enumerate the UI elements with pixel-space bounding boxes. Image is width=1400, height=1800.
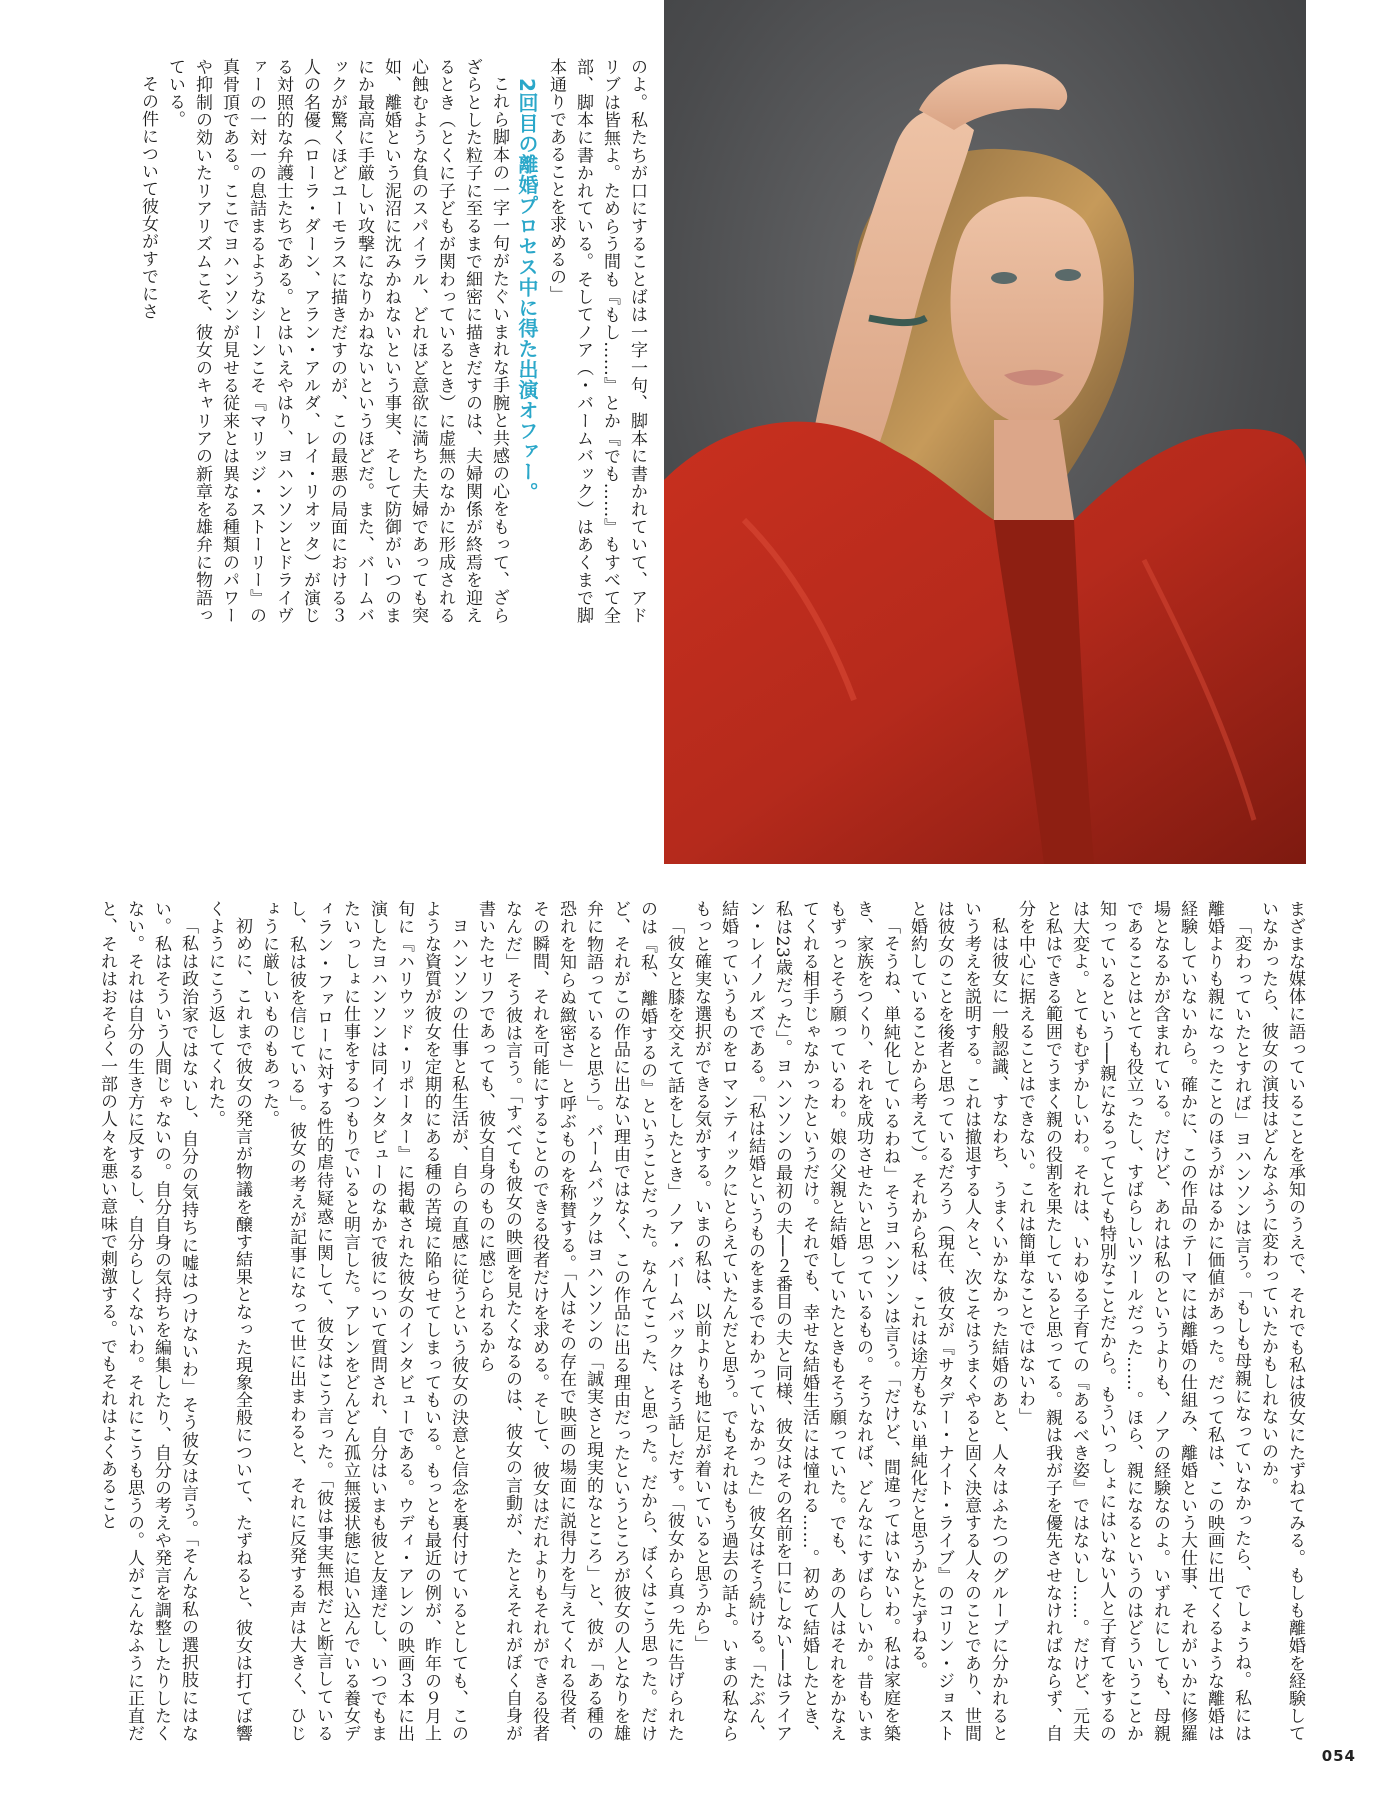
body-paragraph: その件について彼女がすでにさ [138, 75, 158, 320]
section-heading: 2回目の離婚プロセス中に得た出演オファー。 [515, 78, 539, 503]
body-paragraph: 「そうね、単純化しているわね」そうヨハンソンは言う。「だけど、間違ってはいないわ。私は家庭を築き、家族をつくり、それを成功させたいと思っているもの。そうなれば、どんなにすばらしいか。昔もいまもずっとそう願っているわ。娘の父親と結婚していたときもそう願っていた。でも、あの人はそれをかなえてくれる相手じゃなかったというだけ。それでも、幸せな結婚生活には憧れる……。初めて結婚したとき、私は23歳だった」。ヨハンソンの最初の夫──２番目の夫と同様、彼女はその名前を口にしない──はライアン・レイノルズである。「私は結婚というものをまるでわかっていなかった」彼女はそう続ける。「たぶん、結婚っていうものをロマンティックにとらえていたんだと思う。でもそれはもう過去の話よ。いまの私ならもっと確実な選択ができる気がする。いまの私は、以前よりも地に足が着いていると思うから」 [691, 900, 900, 1743]
body-paragraph: のよ。私たちが口にすることばは一字一句、脚本に書かれていて、アドリブは皆無よ。ためらう間も『もし……』とか『でも……』もすべて全部、脚本に書かれている。そしてノア（・バームバック）はあくまで脚本通りであることを求めるの」 [546, 58, 647, 624]
body-paragraph: 私は彼女に一般認識、すなわち、うまくいかなかった結婚のあと、人々はふたつのグループに分かれるという考えを説明する。これは撤退する人々と、次こそはうまくやると固く決意する人々のことであり、世間は彼女のことを後者と思っているだろう（現在、彼女が『サタデー・ナイト・ライブ』のコリン・ジョストと婚約していることから考えて）。それから私は、これは途方もない単純化だと思うかとたずねる。 [907, 900, 1008, 1742]
body-paragraph: 初めに、これまで彼女の発言が物議を醸す結果となった現象全般について、たずねると、彼女は打てば響くようにこう返してくれた。 [205, 900, 252, 1742]
body-paragraph: これら脚本の一字一句がたぐいまれな手腕と共感の心をもって、ざらざらとした粒子に至るまで細密に描きだすのは、夫婦関係が終焉を迎えるとき（とくに子どもが関わっているとき）に虚無のなかに形成される心蝕むような負のスパイラル、どれほど意欲に満ちた夫婦であっても突如、離婚という泥沼に沈みかねないという事実、そして防御がいつのまにか最高に手厳しい攻撃になりかねないというほどだ。また、バームバックが驚くほどユーモラスに描きだすのが、この最悪の局面における３人の名優（ローラ・ダーン、アラン・アルダ、レイ・リオッタ）が演じる対照的な弁護士たちである。とはいえやはり、ヨハンソンとドライヴァーの一対一の息詰まるようなシーンこそ『マリッジ・ストーリー』の真骨頂である。ここでヨハンソンが見せる従来とは異なる種類のパワーや抑制の効いたリアリズムこそ、彼女のキャリアの新章を雄弁に物語っている。 [165, 58, 509, 624]
body-paragraph: ヨハンソンの仕事と私生活が、自らの直感に従うという彼女の決意と信念を裏付けているとしても、このような資質が彼女を定期的にある種の苦境に陥らせてしまってもいる。もっとも最近の例が、昨年の９月上旬に『ハリウッド・リポーター』に掲載された彼女のインタビューである。ウディ・アレンの映画３本に出演したヨハンソンは同インタビューのなかで彼について質問され、自分はいまも彼と友達だし、いつでもまたいっしょに仕事をするつもりでいると明言した。アレンをどんどん孤立無援状態に追い込んでいる養女ディラン・ファローに対する性的虐待疑惑に関して、彼女はこう言った。「彼は事実無根だと断言しているし、私は彼を信じている」。彼女の考えが記事になって世に出まわると、それに反発する声は大きく、ひじょうに厳しいものもあった。 [259, 900, 468, 1743]
page-number: 054 [1321, 1747, 1356, 1765]
article-column-bottom [97, 900, 1308, 1743]
body-paragraph: 「変わっていたとすれば」ヨハンソンは言う。「もしも母親になっていなかったら、でしょうね。私には離婚よりも親になったことのほうがはるかに価値があった。だって私は、この映画に出てくるような離婚は経験していないから。確かに、この作品のテーマには離婚の仕組み、離婚という大仕事、それがいかに修羅場となるかが含まれている。だけど、あれは私のというよりも、ノアの経験なのよ。いずれにしても、母親であることはとても役立ったし、すばらしいツールだった……。ほら、親になるというのはどういうことか知っているという──親になるってとても特別なことだから。もういっしょにはいない人と子育てをするのは大変よ。とてもむずかしいわ。それは、いわゆる子育ての『あるべき姿』ではないし……。だけど、元夫と私はできる範囲でうまく親の役割を果たしていると思ってる。親は我が子を優先させなければならず、自分を中心に据えることはできない。これは簡単なことではないわ」 [1015, 900, 1251, 1742]
body-paragraph: 「私は政治家ではないし、自分の気持ちに嘘はつけないわ」そう彼女は言う。「そんな私の選択肢にはない。私はそういう人間じゃないの。自分自身の気持ちを編集したり、自分の考えや発言を調整したりしたくない。それは自分の生き方に反するし、自分らしくないわ。それにこうも思うの。人がこんなふうに正直だと、それはおそらく一部の人々を悪い意味で刺激する。でもそれはよくあること [97, 900, 198, 1742]
portrait-photo [664, 0, 1306, 864]
body-paragraph: 「彼女と膝を交えて話をしたとき」ノア・バームバックはそう話しだす。「彼女から真っ先に告げられたのは『私、離婚するの』ということだった。なんてこった、と思った。だから、ぼくはこう思った。だけど、それがこの作品に出ない理由ではなく、この作品に出る理由だったというところが彼女の人となりを雄弁に物語っていると思う」。バームバックはヨハンソンの「誠実さと現実的なところ」と、彼が「ある種の恐れを知らぬ緻密さ」と呼ぶものを称賛する。「人はその存在で映画の場面に説得力を与えてくれる役者、その瞬間、それを可能にすることのできる役者だけを求める。そして、彼女はだれよりもそれができる役者なんだ」そう彼は言う。「すべても彼女の映画を見たくなるのは、彼女の言動が、たとえそれがぼく自身が書いたセリフであっても、彼女自身のものに感じられるから [475, 900, 684, 1743]
body-paragraph: まざまな媒体に語っていることを承知のうえで、それでも私は彼女にたずねてみる。もしも離婚を経験していなかったら、彼女の演技はどんなふうに変わっていたかもしれないのか。 [1258, 900, 1305, 1742]
article-column-top [132, 58, 650, 624]
